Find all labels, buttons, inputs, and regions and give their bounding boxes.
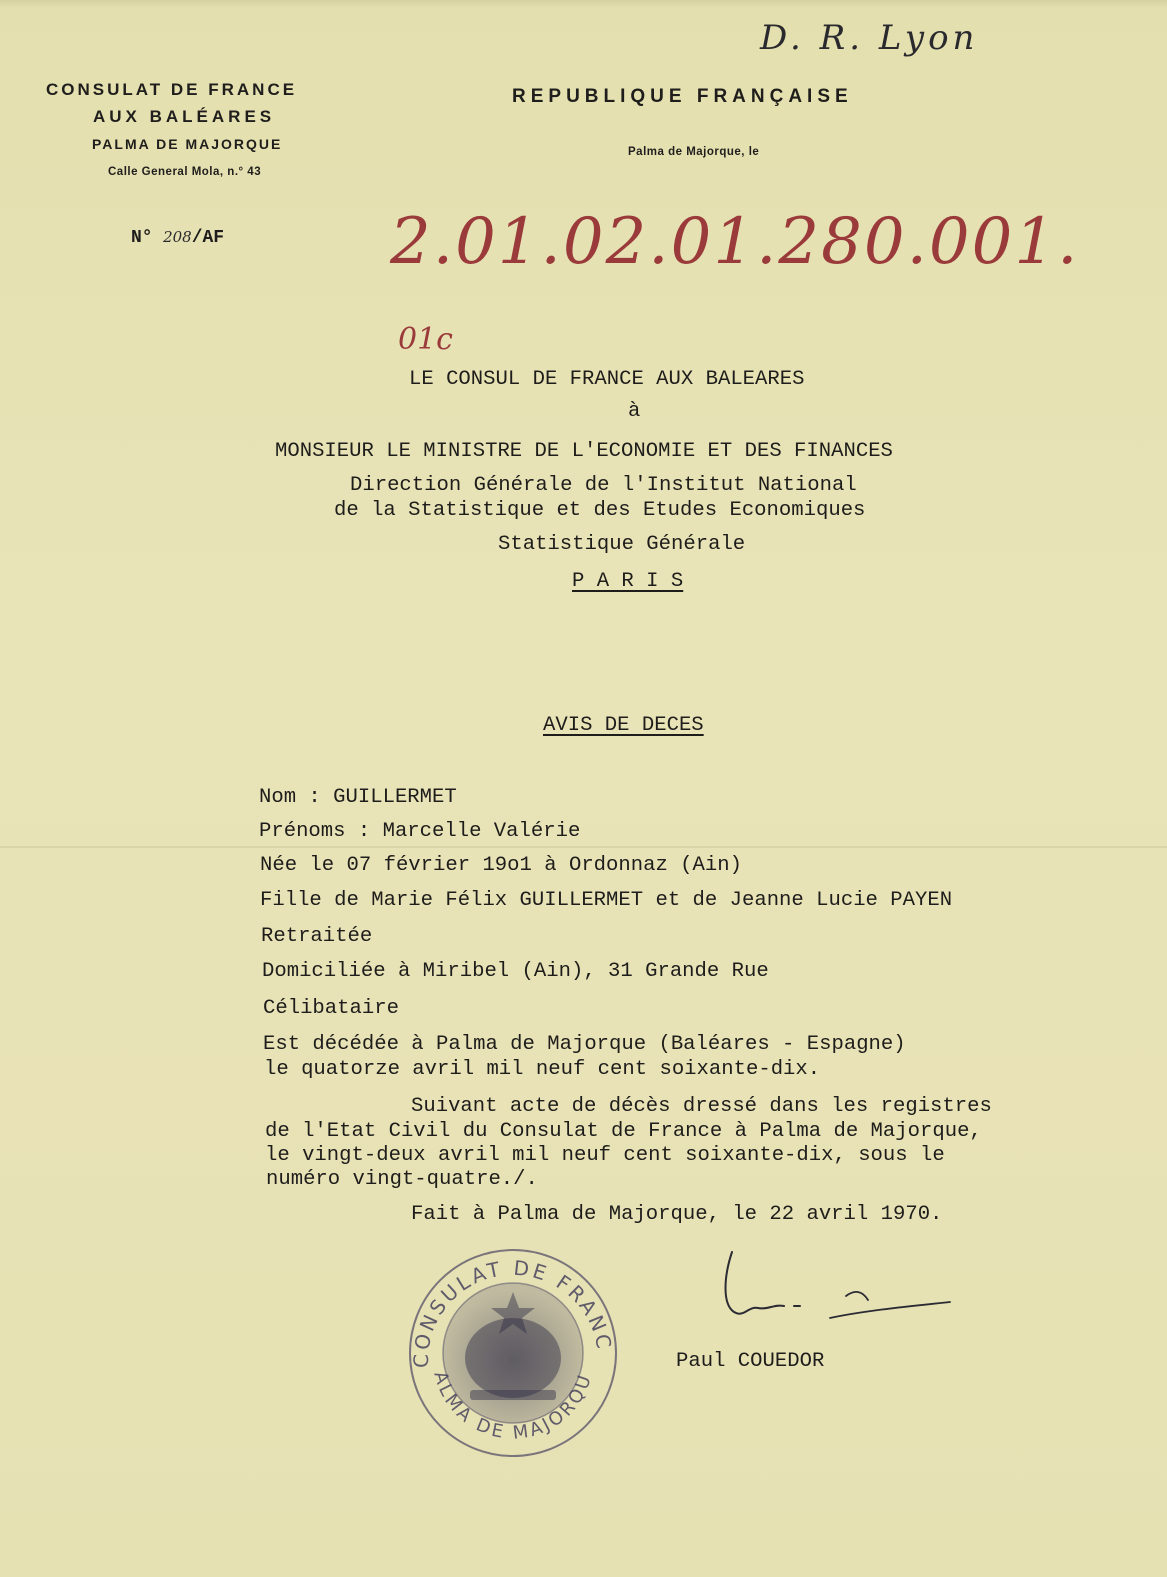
- department-line-3: Statistique Générale: [498, 533, 746, 556]
- handwritten-signature: [718, 1246, 968, 1336]
- paper-top-edge: [0, 0, 1167, 8]
- act-line-2: de l'Etat Civil du Consulat de France à Palma de Majorque,: [265, 1120, 982, 1143]
- signatory-name: Paul COUEDOR: [676, 1350, 825, 1373]
- death-line-2: le quatorze avril mil neuf cent soixante-dix.: [264, 1058, 821, 1081]
- to-word: à: [628, 400, 641, 423]
- notice-line-marital-status: Célibataire: [263, 997, 399, 1020]
- paper-fold: [0, 846, 1167, 848]
- consulate-stamp: [400, 1240, 626, 1466]
- stamp-bottom-text: ALMA DE MAJORQU: [429, 1368, 597, 1444]
- handwritten-note: D. R. Lyon: [760, 18, 979, 58]
- notice-line-parents: Fille de Marie Félix GUILLERMET et de Jeanne Lucie PAYEN: [260, 889, 953, 912]
- reference-handwritten-number: 208: [163, 228, 192, 246]
- notice-line-firstnames: Prénoms : Marcelle Valérie: [259, 820, 581, 843]
- signature-icon: [718, 1246, 968, 1336]
- stamp-seal-graphic: [400, 1240, 626, 1466]
- notice-line-occupation: Retraitée: [261, 925, 373, 948]
- date-label: Palma de Majorque, le: [628, 146, 760, 158]
- stamp-top-text: CONSULAT DE FRANC: [408, 1255, 617, 1369]
- sender: LE CONSUL DE FRANCE AUX BALEARES: [409, 368, 805, 391]
- act-line-4: numéro vingt-quatre./.: [266, 1168, 538, 1191]
- death-line-1: Est décédée à Palma de Majorque (Baléares - Espagne): [263, 1033, 906, 1056]
- notice-line-residence: Domiciliée à Miribel (Ain), 31 Grande Rue: [262, 960, 769, 983]
- reference-prefix: N°: [131, 228, 153, 248]
- notice-line-birth: Née le 07 février 19o1 à Ordonnaz (Ain): [260, 854, 742, 877]
- place-and-date: Fait à Palma de Majorque, le 22 avril 1970.: [411, 1203, 943, 1226]
- consulate-location: AUX BALÉARES: [93, 107, 276, 126]
- republic-header: REPUBLIQUE FRANÇAISE: [512, 86, 853, 107]
- consulate-address: Calle General Mola, n.° 43: [108, 166, 262, 178]
- recipient: MONSIEUR LE MINISTRE DE L'ECONOMIE ET DES FINANCES: [275, 440, 893, 463]
- handwritten-subcode: 01c: [398, 322, 453, 357]
- consulate-city: PALMA DE MAJORQUE: [92, 136, 283, 152]
- department-line-1: Direction Générale de l'Institut National: [350, 474, 857, 497]
- department-line-2: de la Statistique et des Etudes Economiques: [334, 499, 866, 522]
- reference-suffix: /AF: [191, 228, 225, 248]
- reference-number: [131, 228, 224, 248]
- handwritten-code: 2.01.02.01.280.001.: [390, 205, 1080, 279]
- consulate-name: CONSULAT DE FRANCE: [46, 80, 298, 99]
- destination-city: P A R I S: [572, 570, 684, 593]
- notice-title: AVIS DE DECES: [543, 714, 704, 737]
- act-line-1: Suivant acte de décès dressé dans les registres: [411, 1095, 992, 1118]
- act-line-3: le vingt-deux avril mil neuf cent soixante-dix, sous le: [265, 1144, 945, 1167]
- notice-line-name: Nom : GUILLERMET: [259, 786, 457, 809]
